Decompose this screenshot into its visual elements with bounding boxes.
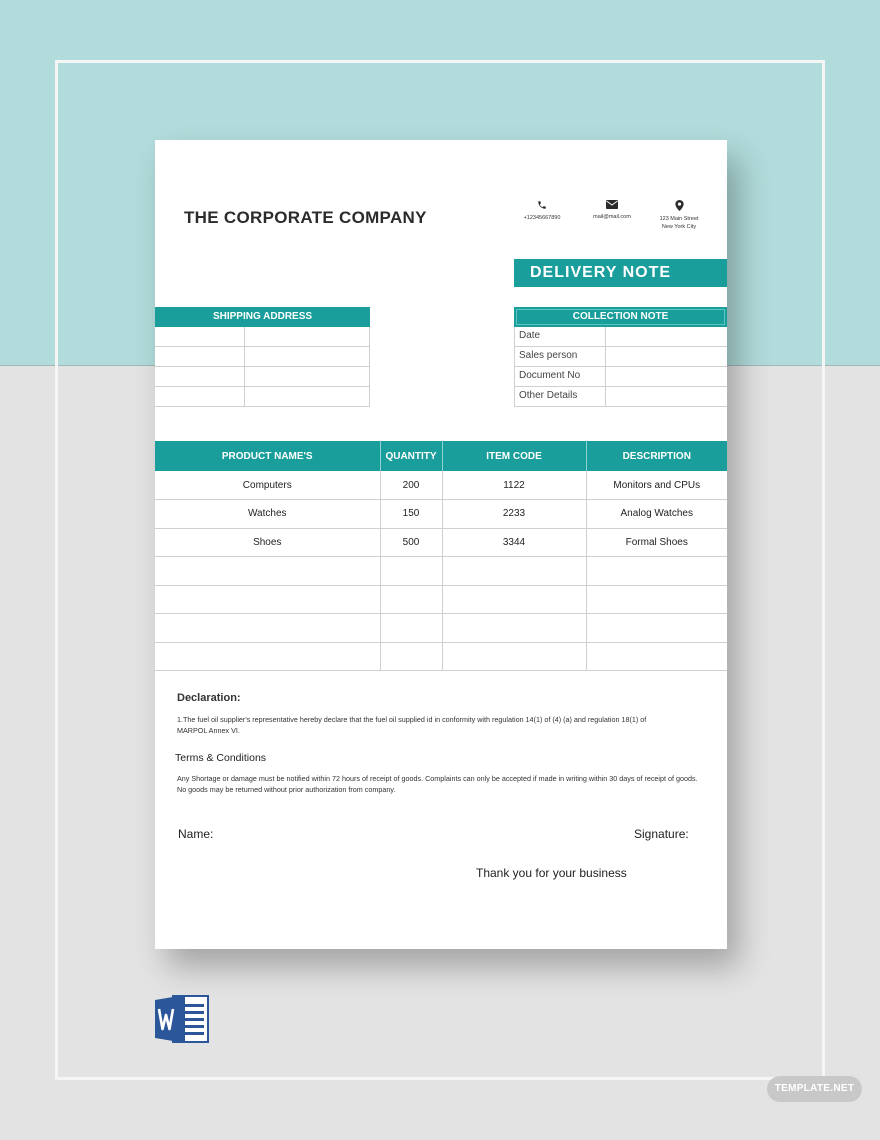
table-row	[155, 528, 727, 557]
table-row-empty	[155, 557, 727, 586]
name-label: Name:	[178, 827, 214, 841]
contact-phone	[507, 200, 577, 222]
collection-note-table	[514, 307, 727, 407]
cell-item-code: 3344	[442, 528, 586, 557]
phone-icon	[537, 200, 547, 210]
terms-text: Any Shortage or damage must be notified within 72 hours of receipt of goods. Complaints can only be accepted if made in writing within 30 days of receipt of goods. No goods may be returned without prior authorization from company.	[177, 774, 698, 794]
cell-description: Monitors and CPUs	[586, 471, 727, 500]
cell-quantity: 500	[380, 528, 442, 557]
cell-product-name: Watches	[155, 500, 380, 529]
collection-label: Other Details	[515, 387, 606, 406]
table-row-empty	[155, 585, 727, 614]
cell-description: Formal Shoes	[586, 528, 727, 557]
shipping-row	[155, 367, 370, 387]
table-row	[155, 471, 727, 500]
ms-word-icon	[155, 994, 209, 1049]
shipping-row	[155, 387, 370, 407]
template-net-watermark: TEMPLATE.NET	[767, 1076, 862, 1102]
email-icon	[606, 200, 618, 209]
collection-row-other-details	[514, 387, 727, 407]
collection-label: Date	[515, 327, 606, 346]
cell-description: Analog Watches	[586, 500, 727, 529]
collection-note-header-label: COLLECTION NOTE	[516, 309, 725, 325]
header-quantity: QUANTITY	[380, 441, 442, 471]
product-table	[155, 441, 727, 671]
location-pin-icon	[675, 200, 684, 211]
cell-product-name: Computers	[155, 471, 380, 500]
phone-text: +12345667890	[523, 215, 561, 221]
cell-item-code: 1122	[442, 471, 586, 500]
terms-heading: Terms & Conditions	[175, 752, 267, 764]
company-name: THE CORPORATE COMPANY	[184, 208, 427, 227]
collection-label: Sales person	[515, 347, 606, 366]
collection-note-header	[514, 307, 727, 327]
cell-product-name: Shoes	[155, 528, 380, 557]
header-product-name: PRODUCT NAME'S	[155, 441, 380, 471]
collection-row-sales-person	[514, 347, 727, 367]
shipping-row	[155, 347, 370, 367]
header-item-code: ITEM CODE	[442, 441, 586, 471]
table-row-empty	[155, 642, 727, 671]
document-page	[155, 140, 727, 949]
address-line2: New York City	[661, 224, 697, 230]
shipping-address-table	[155, 307, 370, 407]
contact-address	[644, 200, 714, 231]
declaration-heading: Declaration:	[177, 692, 241, 704]
collection-row-document-no	[514, 367, 727, 387]
shipping-address-header: SHIPPING ADDRESS	[155, 307, 370, 327]
thank-you-text: Thank you for your business	[476, 866, 627, 880]
contact-email	[577, 200, 647, 221]
collection-row-date	[514, 327, 727, 347]
product-table-header	[155, 441, 727, 471]
shipping-row	[155, 327, 370, 347]
cell-item-code: 2233	[442, 500, 586, 529]
collection-label: Document No	[515, 367, 606, 386]
table-row-empty	[155, 614, 727, 643]
email-text: mail@mail.com	[593, 214, 631, 220]
cell-quantity: 200	[380, 471, 442, 500]
cell-quantity: 150	[380, 500, 442, 529]
declaration-text: 1.The fuel oil supplier's representative hereby declare that the fuel oil supplied id in conformity with regulation 14(1) of (4) (a) and regulation 18(1) of MARPOL Annex VI.	[177, 715, 647, 735]
signature-label: Signature:	[634, 827, 689, 841]
table-row	[155, 500, 727, 529]
address-line1: 123 Main Street	[659, 216, 699, 222]
document-title: DELIVERY NOTE	[514, 259, 727, 287]
header-description: DESCRIPTION	[586, 441, 727, 471]
